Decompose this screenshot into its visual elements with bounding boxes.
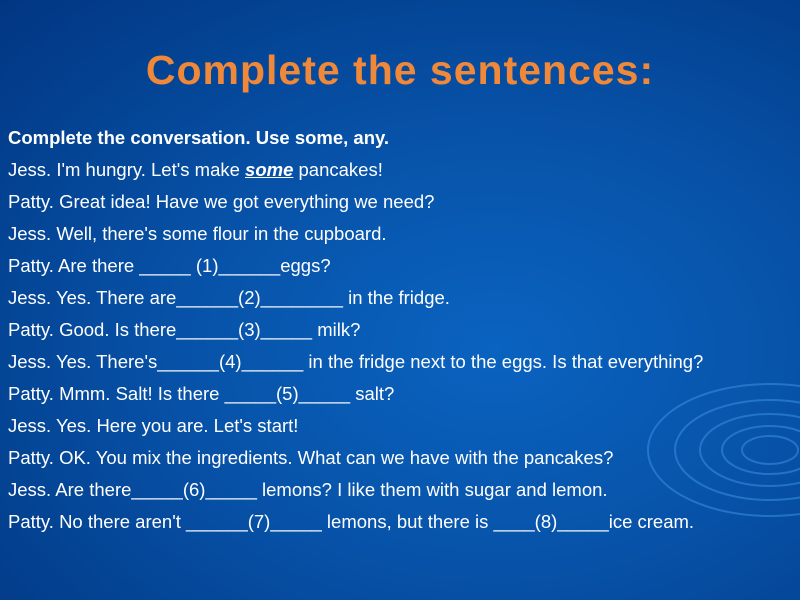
line-text-before: Jess. I'm hungry. Let's make <box>8 159 246 180</box>
dialogue-line-1 <box>8 154 788 186</box>
dialogue-line-9: Jess. Yes. Here you are. Let's start! <box>8 415 299 436</box>
dialogue-line-11: Jess. Are there_____(6)_____ lemons? I like them with sugar and lemon. <box>8 479 608 500</box>
dialogue-line-3: Jess. Well, there's some flour in the cupboard. <box>8 223 387 244</box>
instruction-line: Complete the conversation. Use some, any. <box>8 127 390 148</box>
conversation-text <box>8 122 788 538</box>
dialogue-line-6: Patty. Good. Is there______(3)_____ milk? <box>8 319 361 340</box>
dialogue-line-4: Patty. Are there _____ (1)______eggs? <box>8 255 331 276</box>
slide-title: Complete the sentences: <box>145 47 655 93</box>
dialogue-line-2: Patty. Great idea! Have we got everything we need? <box>8 191 435 212</box>
line-text-after: pancakes! <box>293 159 383 180</box>
dialogue-line-10: Patty. OK. You mix the ingredients. What can we have with the pancakes? <box>8 447 614 468</box>
highlighted-word-some: some <box>245 159 294 180</box>
dialogue-line-5: Jess. Yes. There are______(2)________ in the fridge. <box>8 287 450 308</box>
dialogue-line-8: Patty. Mmm. Salt! Is there _____(5)_____ salt? <box>8 383 395 404</box>
dialogue-line-7: Jess. Yes. There's______(4)______ in the fridge next to the eggs. Is that everything? <box>8 351 704 372</box>
dialogue-line-12: Patty. No there aren't ______(7)_____ lemons, but there is ____(8)_____ice cream. <box>8 511 695 532</box>
